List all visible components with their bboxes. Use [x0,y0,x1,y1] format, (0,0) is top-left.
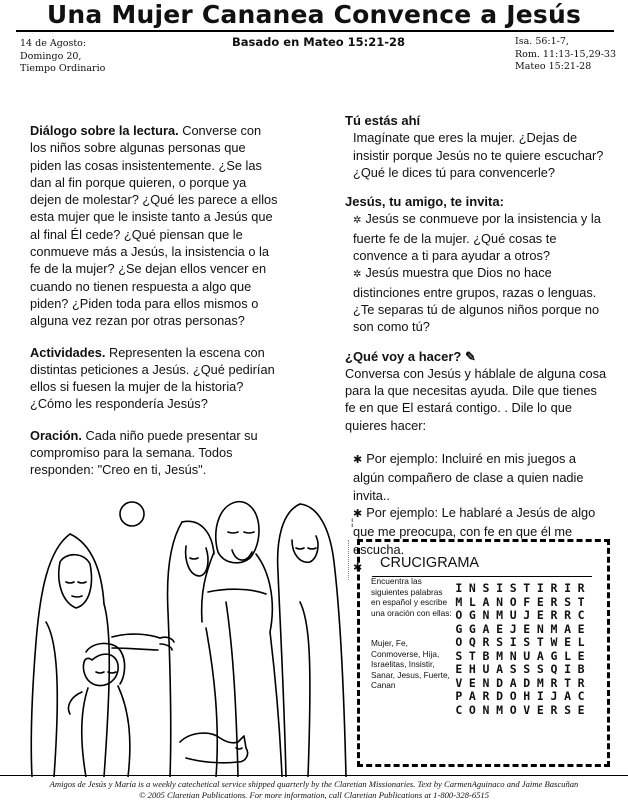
moon-icon [120,502,144,526]
asterisk-bullet-icon: ✱ [353,454,363,467]
crossword-cell[interactable]: C [455,702,463,717]
jesus-section [345,193,607,335]
crossword-cell[interactable]: S [509,662,517,676]
crossword-cell[interactable]: G [455,621,463,636]
dialogo-text: Converse con los niños sobre algunas personas que piden las cosas insistentemente. ¿Se las dan al fin porque quieren, o porque ya dejen de molestar? ¿Qué les parece a ellos esta mujer que le insiste tanto a Jesús que al final Él cede? ¿Qué piensan que le conmueve más a Jesús, la insistencia o la fe de la mujer? ¿Se dejan ellos vencer en cuando no tienen respuesta a algo que piden? ¿Piden toda para ellos mismos o alguna vez rezan por otras personas? [30,123,278,329]
footer-divider [0,775,628,776]
crossword-cell[interactable]: D [523,675,531,690]
crossword-cell[interactable]: I [564,662,572,676]
crossword-cell[interactable]: J [509,621,517,636]
crossword-cell[interactable]: R [550,608,558,622]
date-line: Tiempo Ordinario [20,63,106,74]
crossword-cell[interactable]: A [482,594,490,609]
crossword-cell[interactable]: S [536,662,544,676]
crossword-cell[interactable]: R [550,581,558,595]
story-illustration [0,492,372,777]
crossword-cell[interactable]: N [509,648,517,663]
crossword-cell[interactable]: B [577,662,585,676]
crossword-cell[interactable]: S [509,581,517,595]
crossword-cell[interactable]: G [550,648,558,663]
que-heading [345,348,607,365]
crossword-cell[interactable]: O [468,702,476,717]
crossword-cell[interactable]: C [577,608,585,622]
crossword-cell[interactable]: M [536,675,544,690]
crossword-cell[interactable]: R [564,608,572,622]
crossword-cell[interactable]: R [577,581,585,595]
crossword-row [452,636,588,650]
crossword-cell[interactable]: I [564,581,572,595]
crossword-row [452,582,588,596]
crossword-row [452,704,588,718]
crossword-cell[interactable]: F [523,594,531,609]
scripture-refs [515,36,616,74]
crossword-row [452,596,588,610]
crossword-cell[interactable]: E [496,621,504,636]
que-bullet-1-text: Por ejemplo: Incluiré en mis juegos a algún compañero de clase a quien nadie invita.. [353,451,584,503]
tu-heading: Tú estás ahí [345,113,421,128]
crossword-cell[interactable]: S [564,594,572,609]
crossword-cell[interactable]: I [509,635,517,649]
crossword-cell[interactable]: I [455,581,463,595]
crossword-cell[interactable]: O [509,702,517,717]
date-line: 14 de Agosto: [20,38,87,49]
crossword-cell[interactable]: B [482,648,490,663]
footer-line-2: © 2005 Claretian Publications. For more information, call Claretian Publications at 1-800-328-6515 [138,790,490,800]
crossword-row [452,609,588,623]
crossword-cell[interactable]: S [564,702,572,717]
crossword-cell[interactable]: V [455,675,463,690]
crossword-cell[interactable]: R [550,594,558,609]
crossword-cell[interactable]: I [496,581,504,595]
page-subtitle: Basado en Mateo 15:21-28 [232,35,406,49]
tu-text: Imagínate que eres la mujer. ¿Dejas de insistir porque Jesús no te quiere escuchar? ¿Qué le dices tú para convencerle? [353,130,604,180]
flower-bullet-icon: ✲ [353,269,362,281]
crossword-cell[interactable]: A [482,621,490,636]
crossword-cell[interactable]: S [482,581,490,595]
crossword-cell[interactable]: R [550,675,558,690]
crossword-cell[interactable]: E [577,648,585,663]
crossword-row [452,677,588,691]
crossword-word-list: Mujer, Fe, Conmoverse, Hija, Israelitas, Insistir, Sanar, Jesus, Fuerte, Canan [371,638,450,691]
dialogo-paragraph [30,122,280,330]
date-line: Domingo 20, [20,50,82,62]
asterisk-bullet-icon: ✱ [353,507,363,520]
crossword-cell[interactable]: E [523,621,531,636]
title-divider [16,30,614,32]
crossword-row [452,690,588,704]
ref-line: Isa. 56:1-7, [515,36,569,47]
crossword-cell[interactable]: S [523,635,531,649]
footer [0,779,628,801]
crossword-cell[interactable]: N [482,702,490,717]
crossword-cell[interactable]: O [455,635,463,649]
crossword-cell[interactable]: O [509,689,517,703]
que-text: Conversa con Jesús y háblale de alguna cosa para la que necesitas ayuda. Dile que tienes fe en que El estará contigo. . Dile lo que quieres hacer: [345,365,607,433]
crossword-cell[interactable]: A [468,689,476,703]
crossword-cell[interactable]: W [550,635,558,649]
crossword-row [452,650,588,664]
crossword-cell[interactable]: S [523,662,531,676]
crossword-cell[interactable]: E [536,594,544,609]
que-bullet-1 [345,450,607,504]
crossword-cell[interactable]: L [564,648,572,663]
crossword-cell[interactable]: A [564,689,572,703]
crossword-cell[interactable]: U [523,648,531,663]
crossword-cell[interactable]: O [509,594,517,609]
actividades-heading: Actividades. [30,344,106,360]
actividades-text: Representen la escena con distintas peticiones a Jesús. ¿Qué pedirían ellos si fuesen la mujer de la historia? ¿Cómo les respondería Jesús? [30,344,275,412]
crossword-cell[interactable]: T [577,594,585,609]
crossword-cell[interactable]: L [577,635,585,649]
oracion-heading: Oración. [30,427,82,443]
date-block [20,38,105,76]
crossword-cell[interactable]: A [564,621,572,636]
crossword-cell[interactable]: Q [550,662,558,676]
pencil-icon: ✎ [464,348,476,364]
crossword-cell[interactable]: M [496,702,504,717]
right-column [345,112,607,589]
que-bullet-2-text: Por ejemplo: Le hablaré a Jesús de algo que me preocupa, con fe en que él me escucha. [353,504,596,557]
jesus-bullet-2-text: Jesús muestra que Dios no hace distinciones entre grupos, razas o lenguas. ¿Te separas tú de algunos niños porque no son como tú? [353,265,600,335]
asterisk-bullet-icon: ✱ [353,561,363,574]
crossword-cell[interactable]: N [468,581,476,595]
crossword-cell[interactable]: N [482,608,490,622]
crossword-cell[interactable]: G [468,621,476,636]
crossword-cell[interactable]: G [468,608,476,622]
crossword-cell[interactable]: D [496,675,504,690]
crossword-cell[interactable]: S [455,648,463,663]
jesus-bullet-1-text: Jesús se conmueve por la insistencia y la fuerte fe de la mujer. ¿Qué cosas te convence a ti para ayudar a otros? [353,211,601,264]
crossword-cell[interactable]: A [509,675,517,690]
crossword-row [452,623,588,637]
crossword-cell[interactable]: M [455,594,463,609]
crossword-cell[interactable]: A [536,648,544,663]
flower-bullet-icon: ✲ [353,215,362,227]
ref-line: Mateo 15:21-28 [515,61,592,72]
crossword-cell[interactable]: V [523,702,531,717]
crossword-cell[interactable]: E [577,621,585,636]
ref-line: Rom. 11:13-15,29-33 [515,48,617,60]
actividades-paragraph [30,344,280,413]
crossword-cell[interactable]: T [523,581,531,595]
crossword-cell[interactable]: M [496,608,504,622]
crossword-cell[interactable]: L [468,594,476,609]
crossword-cell[interactable]: J [523,608,531,622]
crossword-cell[interactable]: H [523,689,531,703]
crossword-instructions: Encuentra las siguientes palabras en español y escribe una oración con ellas: [371,576,452,618]
crossword-cell[interactable]: R [482,635,490,649]
crossword-cell[interactable]: I [536,689,544,703]
crossword-cell[interactable]: E [577,702,585,717]
crossword-cell[interactable]: Q [468,635,476,649]
crossword-row [452,663,588,677]
crossword-cell[interactable]: M [550,621,558,636]
crossword-cell[interactable]: U [509,608,517,622]
small-mark: ¦ [351,517,354,527]
que-heading-text: ¿Qué voy a hacer? [345,348,462,364]
crossword-cell[interactable]: J [550,689,558,703]
crossword-cell[interactable]: E [564,635,572,649]
jesus-bullet-1 [345,210,607,264]
jesus-heading: Jesús, tu amigo, te invita: [345,194,504,210]
dialogo-heading: Diálogo sobre la lectura. [30,123,179,138]
crossword-cell[interactable]: R [550,702,558,717]
crossword-cell[interactable]: S [496,635,504,649]
footer-line-1: Amigos de Jesús y María is a weekly catechetical service shipped quarterly by the Claretian Missionaries. Text by CarmenAguinaco and Jaime Bascuñan [49,779,579,789]
crossword-cell[interactable]: R [482,689,490,703]
crossword-cell[interactable]: E [536,702,544,717]
crossword-cell[interactable]: D [496,689,504,703]
crossword-cell[interactable]: U [482,662,490,676]
crossword-cell[interactable]: H [468,662,476,676]
crossword-cell[interactable]: M [496,648,504,663]
left-column [30,122,280,493]
crossword-cell[interactable]: C [577,689,585,703]
crossword-cell[interactable]: P [455,689,463,703]
oracion-paragraph [30,427,280,479]
crossword-cell[interactable]: O [455,608,463,622]
crossword-cell[interactable]: N [536,621,544,636]
crossword-cell[interactable]: T [468,648,476,663]
crossword-cell[interactable]: E [455,662,463,676]
crossword-cell[interactable]: N [496,594,504,609]
tu-section [345,112,607,181]
crossword-cell[interactable]: E [468,675,476,690]
oracion-text: Cada niño puede presentar su compromiso para la semana. Todos responden: "Creo en ti, Jesús". [30,427,258,478]
crossword-title: CRUCIGRAMA [380,555,480,571]
crossword-cell[interactable]: E [536,608,544,622]
crossword-cell[interactable]: T [564,675,572,690]
jesus-bullet-2 [345,264,607,335]
crossword-cell[interactable]: R [577,675,585,690]
crossword-cell[interactable]: A [496,662,504,676]
crossword-cell[interactable]: T [536,635,544,649]
crossword-cell[interactable]: I [536,581,544,595]
crossword-cell[interactable]: N [482,675,490,690]
page-title: Una Mujer Cananea Convence a Jesús [46,0,582,29]
crossword-grid[interactable] [452,582,588,717]
